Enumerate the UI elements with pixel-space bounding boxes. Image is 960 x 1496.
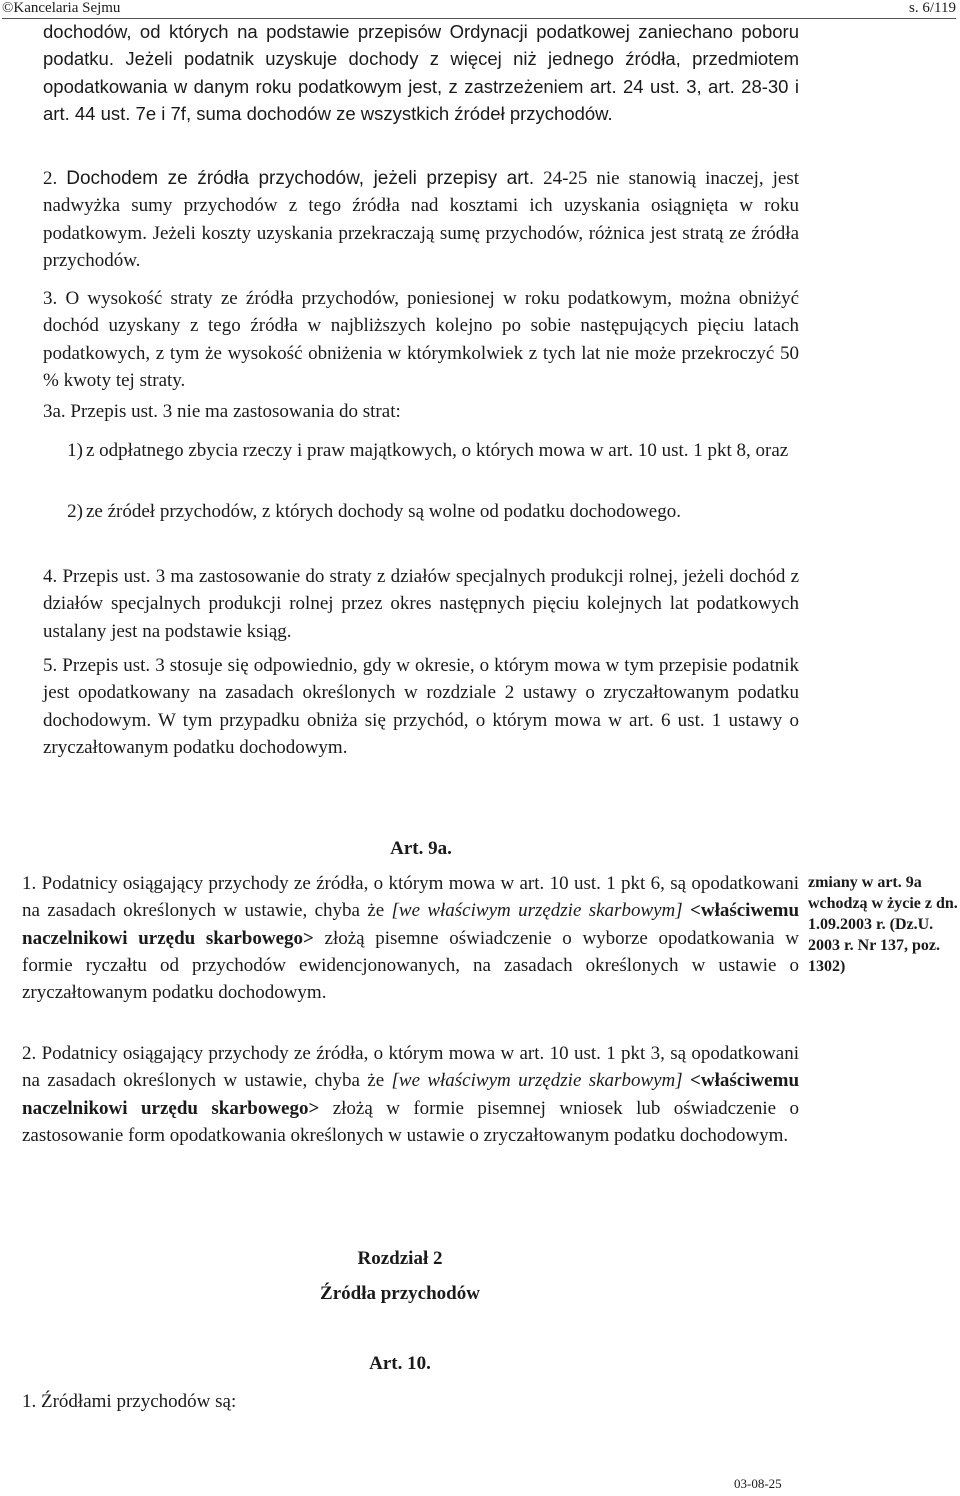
article-10-section-1: 1. Źródłami przychodów są: — [22, 1391, 237, 1412]
header-publisher: ©Kancelaria Sejmu — [2, 0, 121, 16]
item-2-text: ze źródeł przychodów, z których dochody są wolne od podatku dochodowego. — [86, 501, 681, 522]
paragraph-3 — [43, 285, 799, 394]
chapter-subtitle: Źródła przychodów — [320, 1283, 480, 1304]
item-1-number: 1) — [67, 440, 83, 461]
paragraph-5-number: 5. — [43, 655, 58, 676]
paragraph-1-part-1: dochodów, od których na podstawie przepisów Ordynacji podatkowej zaniechano poboru podatku. — [43, 21, 799, 70]
article-9a-section-1-text-b: złożą pisemne oświadczenie o wyborze opodatkowania w formie ryczałtu od przychodów ewidencjonowanych, na zasadach określonych w ustawie o zryczałtowanym podatku dochodowym. — [22, 927, 799, 1004]
article-10-title: Art. 10. — [369, 1353, 431, 1374]
paragraph-2-number: 2. — [43, 168, 58, 189]
header-page-number: s. 6/119 — [909, 0, 956, 16]
article-9a-section-1-deleted-text: [we właściwym urzędzie skarbowym] — [391, 900, 683, 922]
paragraph-3-number: 3. — [43, 288, 58, 309]
paragraph-2 — [43, 165, 799, 274]
article-9a-section-2-text-b: złożą w formie pisemnej wniosek lub oświadczenie o zastosowanie form opodatkowania określonych w ustawie o zryczałtowanym podatku dochodowym. — [22, 1097, 800, 1146]
paragraph-1 — [43, 18, 799, 127]
article-9a-section-1-number: 1. — [22, 873, 37, 894]
paragraph-2-part-a: Dochodem ze źródła przychodów, jeżeli przepisy art. — [66, 168, 535, 189]
paragraph-3-text: O wysokość straty ze źródła przychodów, poniesionej w roku podatkowym, można obniżyć dochód uzyskany z tego źródła w najbliższych kolejno po sobie następujących pięciu latach podatkowych, z tym że wysokość obniżenia w którymkolwiek z tych lat nie może przekroczyć 50 % kwoty tej straty. — [43, 288, 799, 391]
paragraph-4-text: Przepis ust. 3 ma zastosowanie do straty z działów specjalnych produkcji rolnej, jeżeli dochód z działów specjalnych produkcji rolnej przez okres następnych pięciu kolejnych lat podatkowych ustalany jest na podstawie ksiąg. — [43, 566, 799, 642]
article-9a-section-1-text-a: Podatnicy osiągający przychody ze źródła, o którym mowa w art. 10 ust. 1 pkt 6, są opodatkowani na zasadach określonych w ustawie, chyba że — [22, 873, 799, 922]
paragraph-1-part-2: Jeżeli podatnik uzyskuje dochody z więcej niż jednego źródła, przedmiotem opodatkowania w danym roku podatkowym jest, z zastrzeżeniem art. 24 ust. 3, art. 28-30 i art. 44 ust. 7e i 7f, suma dochodów ze wszystkich źródeł przychodów. — [43, 48, 799, 124]
paragraph-5 — [43, 652, 799, 761]
paragraph-2-part-b: 24-25 nie stanowią inaczej, jest nadwyżka sumy przychodów z tego źródła nad kosztami ich uzyskania osiągnięta w roku podatkowym. — [43, 168, 799, 244]
article-9a-section-2-new-text: <właściwemu naczelnikowi urzędu skarbowego> — [22, 1070, 800, 1119]
item-1-text: z odpłatnego zbycia rzeczy i praw majątkowych, o których mowa w art. 10 ust. 1 pkt 8, oraz — [86, 440, 789, 461]
article-9a-section-1 — [22, 870, 799, 1006]
chapter-title: Rozdział 2 — [357, 1248, 443, 1269]
paragraph-2-part-c: Jeżeli koszty uzyskania przekraczają sumę przychodów, różnica jest stratą ze źródła przychodów. — [43, 222, 800, 271]
paragraph-4 — [43, 563, 799, 645]
paragraph-5-text: Przepis ust. 3 stosuje się odpowiednio, gdy w okresie, o którym mowa w tym przepisie podatnik jest opodatkowany na zasadach określonych w rozdziale 2 ustawy o zryczałtowanym podatku dochodowym. W tym przypadku obniża się przychód, o którym mowa w art. 6 ust. 1 ustawy o zryczałtowanym podatku dochodowym. — [43, 655, 800, 758]
amendment-margin-note: zmiany w art. 9a wchodzą w życie z dn. 1.09.2003 r. (Dz.U. 2003 r. Nr 137, poz. 1302) — [808, 874, 958, 975]
paragraph-3a-intro: 3a. Przepis ust. 3 nie ma zastosowania do strat: — [43, 401, 401, 422]
article-9a-title: Art. 9a. — [390, 838, 452, 859]
article-9a-section-2-number: 2. — [22, 1043, 37, 1064]
article-9a-section-2-text-a: Podatnicy osiągający przychody ze źródła, o którym mowa w art. 10 ust. 1 pkt 3, są opodatkowani na zasadach określonych w ustawie, chyba że — [22, 1043, 799, 1092]
article-9a-section-2 — [22, 1040, 799, 1149]
article-9a-section-1-new-text: <właściwemu naczelnikowi urzędu skarbowego> — [22, 900, 800, 949]
footer-date: 03-08-25 — [734, 1476, 782, 1491]
paragraph-4-number: 4. — [43, 566, 58, 587]
article-9a-section-2-deleted-text: [we właściwym urzędzie skarbowym] — [391, 1070, 683, 1092]
item-2-number: 2) — [67, 501, 83, 522]
